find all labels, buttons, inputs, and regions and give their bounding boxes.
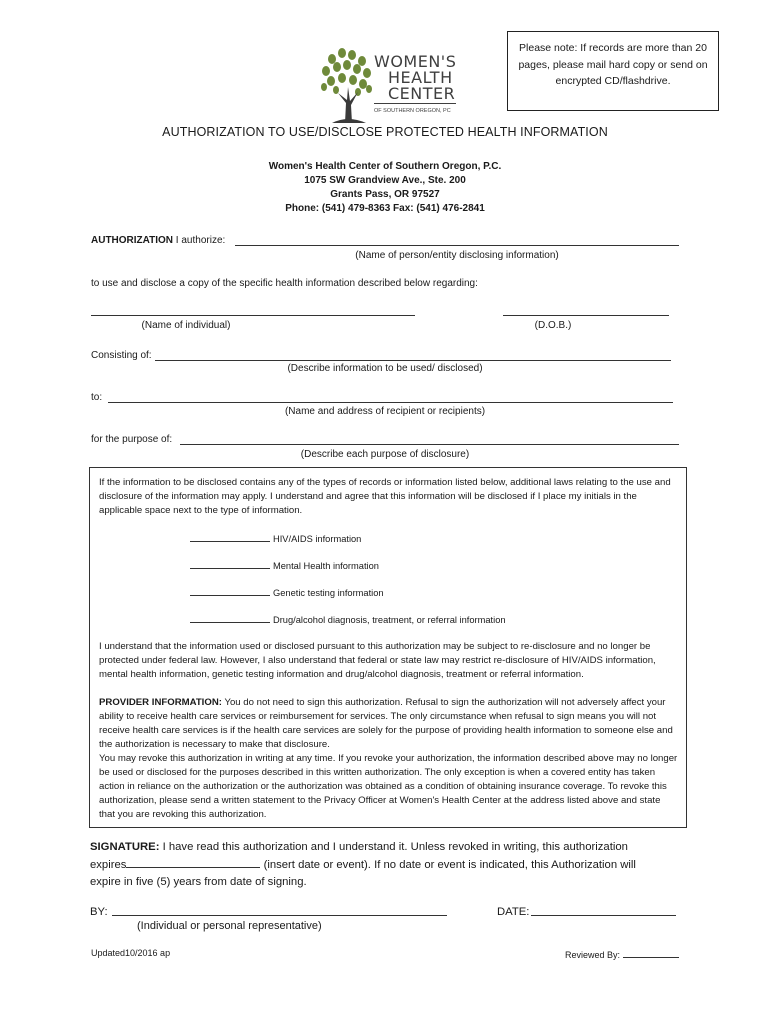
authorizer-field[interactable] [235, 245, 679, 246]
authorization-label: AUTHORIZATION [91, 235, 174, 246]
recipient-caption: (Name and address of recipient or recipients) [284, 406, 486, 417]
authorization-text: I authorize: [173, 235, 226, 246]
signature-text3: expire in five (5) years from date of signing. [90, 876, 307, 888]
authorization-row [91, 235, 225, 246]
org-street: 1075 SW Grandview Ave., Ste. 200 [304, 175, 466, 186]
initials-row-genetic [190, 586, 384, 598]
provider-information-text: You do not need to sign this authorization. Refusal to sign the authorization will not adversely affect your ability to receive health care services or reimbursement for services. The only circumstance when refusal to sign means you will not receive health care services is if the health care services are solely for the purpose of providing health information to someone else and the authorization is necessary to make that disclosure. [99, 697, 673, 750]
purpose-caption: (Describe each purpose of disclosure) [300, 449, 470, 460]
provider-information-label: PROVIDER INFORMATION: [99, 697, 222, 708]
recipient-field[interactable] [108, 402, 673, 403]
redisclosure-paragraph: I understand that the information used or disclosed pursuant to this authorization may be subject to re-disclosure and no longer be protected under federal law. However, I also understand that federal or state law may restrict re-disclosure of HIV/AIDS information, mental health information, genetic testing information and drug/alcohol diagnosis, treatment or referral information. [99, 641, 656, 680]
records-note-box [507, 31, 719, 111]
consisting-label: Consisting of: [91, 350, 152, 361]
purpose-field[interactable] [180, 444, 679, 445]
org-name: Women's Health Center of Southern Oregon, P.C. [268, 161, 502, 172]
individual-name-field[interactable] [91, 315, 415, 316]
initials-label-hiv: HIV/AIDS information [273, 534, 362, 544]
use-disclose-text: to use and disclose a copy of the specific health information described below regarding: [91, 278, 478, 289]
logo-line3: CENTER [388, 84, 456, 103]
signature-field[interactable] [112, 915, 447, 916]
date-label: DATE: [497, 906, 530, 918]
form-title: AUTHORIZATION TO USE/DISCLOSE PROTECTED HEALTH INFORMATION [162, 125, 608, 139]
initials-row-mental-health [190, 559, 379, 571]
revoke-paragraph: You may revoke this authorization in writing at any time. If you revoke your authorization, the information described above may no longer be used or disclosed for the purposes described in this written authorization. The only exception is when a covered entity has taken action in reliance on the authorization or the authorization was obtained as a condition of obtaining insurance coverage. To revoke this authorization, please send a written statement to the Privacy Officer at Women's Health Center at the address listed above and state that you are revoking this authorization. [99, 753, 678, 820]
logo-tagline: OF SOUTHERN OREGON, PC [374, 108, 451, 114]
tree-icon [318, 45, 376, 123]
provider-information-paragraph [99, 696, 679, 752]
org-city: Grants Pass, OR 97527 [330, 189, 440, 200]
signature-statement-line1 [90, 838, 690, 856]
expires-label: expires [90, 859, 127, 871]
individual-caption: (Name of individual) [141, 320, 231, 331]
by-label: BY: [90, 906, 108, 918]
by-caption: (Individual or personal representative) [137, 920, 322, 932]
reviewed-by-row [565, 948, 679, 960]
consisting-caption: (Describe information to be used/ disclosed) [287, 363, 483, 374]
dob-caption: (D.O.B.) [534, 320, 572, 331]
special-info-intro: If the information to be disclosed contains any of the types of records or information listed below, additional laws relating to the use and disclosure of the information may apply. I understand and agree that this information will be disclosed if I place my initials in the applicable space next to the type of information. [99, 477, 671, 516]
logo-rule [374, 103, 456, 104]
initials-row-drug-alcohol [190, 613, 506, 625]
logo-line2: HEALTH [388, 68, 453, 87]
special-information-box [89, 467, 687, 828]
initials-label-drug-alcohol: Drug/alcohol diagnosis, treatment, or referral information [273, 615, 506, 625]
expires-field[interactable] [126, 857, 260, 868]
reviewed-by-label: Reviewed By: [565, 950, 621, 960]
consisting-field[interactable] [155, 360, 671, 361]
purpose-label: for the purpose of: [91, 434, 173, 445]
initials-field-hiv[interactable] [190, 532, 270, 542]
reviewed-by-field[interactable] [623, 948, 679, 958]
signature-statement-line2 [90, 856, 690, 874]
initials-row-hiv [190, 532, 361, 544]
womens-health-center-logo [318, 45, 468, 125]
signature-text1: I have read this authorization and I understand it. Unless revoked in writing, this authorization [159, 841, 628, 853]
org-phone: Phone: (541) 479-8363 Fax: (541) 476-2841 [285, 203, 485, 214]
to-label: to: [91, 392, 103, 403]
signature-label: SIGNATURE: [90, 841, 160, 853]
logo-line1: WOMEN'S [374, 52, 457, 71]
initials-label-mental-health: Mental Health information [273, 561, 379, 571]
authorizer-caption: (Name of person/entity disclosing information) [355, 250, 559, 261]
initials-label-genetic: Genetic testing information [273, 588, 384, 598]
expires-text: (insert date or event). If no date or event is indicated, this Authorization will [263, 859, 636, 871]
initials-field-mental-health[interactable] [190, 559, 270, 569]
initials-field-drug-alcohol[interactable] [190, 613, 270, 623]
updated-note: Updated10/2016 ap [91, 948, 171, 958]
date-field[interactable] [531, 915, 676, 916]
dob-field[interactable] [503, 315, 669, 316]
initials-field-genetic[interactable] [190, 586, 270, 596]
records-note-text: Please note: If records are more than 20 pages, please mail hard copy or send on encrypted CD/flashdrive. [518, 42, 708, 87]
